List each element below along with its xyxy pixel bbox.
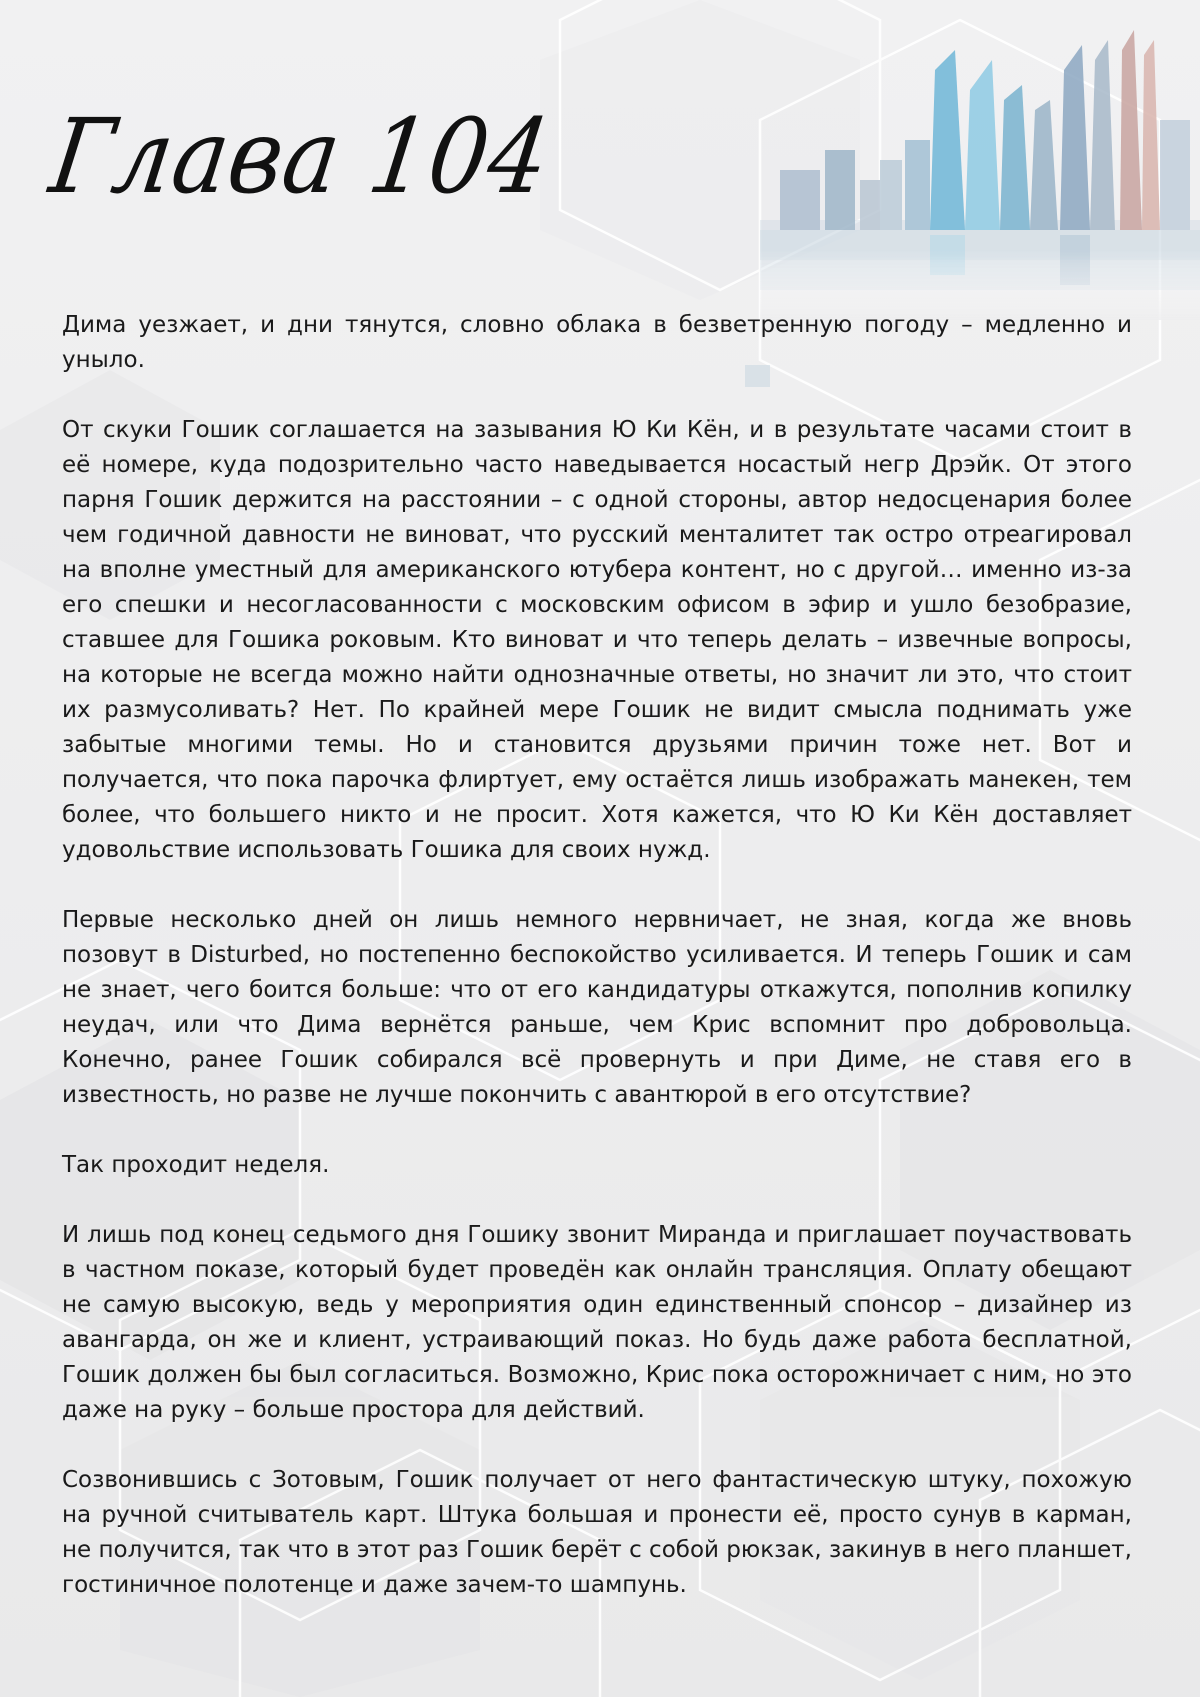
- chapter-body: [62, 308, 1132, 1638]
- chapter-title: Глава 104: [43, 96, 558, 217]
- paragraph: Так проходит неделя.: [62, 1152, 330, 1178]
- paragraph: От скуки Гошик соглашается на зазывания Ю Ки Кён, и в результате часами стоит в её номере, куда подозрительно часто наведывается носастый негр Дрэйк. От этого парня Гошик держится на расстоянии – с одной стороны, автор недосценария более чем годичной давности не виноват, что русский менталитет так остро отреагировал на вполне уместный для американского ютубера контент, но с другой… именно из-за его спешки и несогласованности с московским офисом в эфир и ушло безобразие, ставшее для Гошика роковым. Кто виноват и что теперь делать – извечные вопросы, на которые не всегда можно найти однозначные ответы, но значит ли это, что стоит их размусоливать? Нет. По крайней мере Гошик не видит смысла поднимать уже забытые многими темы. Но и становится друзьями причин тоже нет. Вот и получается, что пока парочка флиртует, ему остаётся лишь изображать манекен, тем более, что большего никто и не просит. Хотя кажется, что Ю Ки Кён доставляет удовольствие использовать Гошика для своих нужд.: [62, 417, 1132, 863]
- paragraph: Первые несколько дней он лишь немного нервничает, не зная, когда же вновь позовут в Disturbed, но постепенно беспокойство усиливается. И теперь Гошик и сам не знает, чего боится больше: что от его кандидатуры откажутся, пополнив копилку неудач, или что Дима вернётся раньше, чем Крис вспомнит про добровольца. Конечно, ранее Гошик собирался всё провернуть и при Диме, не ставя его в известность, но разве не лучше покончить с авантюрой в его отсутствие?: [62, 907, 1132, 1108]
- paragraph: Созвонившись с Зотовым, Гошик получает от него фантастическую штуку, похожую на ручной считыватель карт. Штука большая и пронести её, просто сунув в карман, не получится, так что в этот раз Гошик берёт с собой рюкзак, закинув в него планшет, гостиничное полотенце и даже зачем-то шампунь.: [62, 1467, 1132, 1598]
- paragraph: Дима уезжает, и дни тянутся, словно облака в безветренную погоду – медленно и уныло.: [62, 312, 1132, 373]
- paragraph: И лишь под конец седьмого дня Гошику звонит Миранда и приглашает поучаствовать в частном показе, который будет проведён как онлайн трансляция. Оплату обещают не самую высокую, ведь у мероприятия один единственный спонсор – дизайнер из авангарда, он же и клиент, устраивающий показ. Но будь даже работа бесплатной, Гошик должен бы был согласиться. Возможно, Крис пока осторожничает с ним, но это даже на руку – больше простора для действий.: [62, 1222, 1132, 1423]
